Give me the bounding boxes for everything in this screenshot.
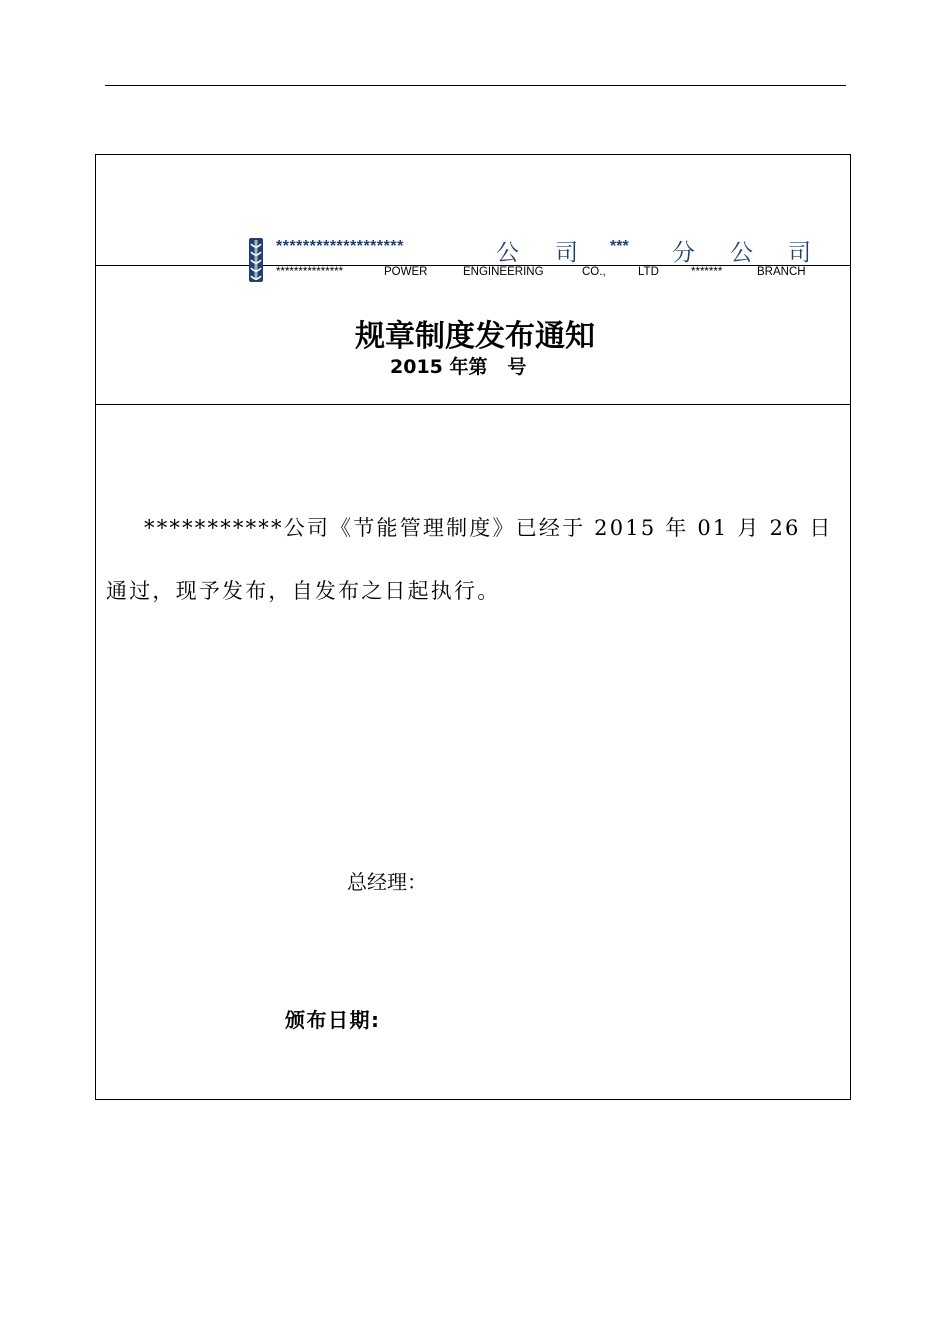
letterhead-en-part: POWER bbox=[384, 266, 428, 278]
issue-date-label: 颁布日期: bbox=[285, 1008, 381, 1032]
letterhead-cn-part: 公 bbox=[730, 240, 753, 266]
notice-frame bbox=[95, 154, 851, 1100]
document-number: 2015 年第 号 bbox=[390, 356, 527, 378]
letterhead-cn-part: *** bbox=[610, 238, 629, 255]
header-rule bbox=[105, 85, 846, 86]
letterhead-en-part: ENGINEERING bbox=[463, 266, 544, 278]
letterhead-en-line bbox=[276, 266, 816, 280]
letterhead-en-part: LTD bbox=[638, 266, 659, 278]
notice-body: ***********公司《节能管理制度》已经于 2015 年 01 月 26 日通过，现予发布，自发布之日起执行。 bbox=[106, 516, 833, 603]
letterhead-cn-part: 司 bbox=[555, 240, 578, 266]
company-logo-icon bbox=[247, 238, 265, 282]
letterhead-en-part: *************** bbox=[276, 266, 344, 278]
letterhead-en-part: ******* bbox=[691, 266, 723, 278]
letterhead-cn-part: 公 bbox=[496, 240, 519, 266]
letterhead-cn-line bbox=[276, 234, 816, 264]
letterhead-cn-part: 分 bbox=[672, 240, 695, 266]
section-divider bbox=[95, 404, 851, 405]
letterhead-cn-part: 司 bbox=[788, 240, 811, 266]
letterhead-en-part: BRANCH bbox=[757, 266, 806, 278]
letterhead-company-stars: ******************* bbox=[276, 238, 404, 255]
letterhead-en-part: CO., bbox=[582, 266, 606, 278]
document-title: 规章制度发布通知 bbox=[355, 319, 595, 354]
signature-label: 总经理： bbox=[347, 870, 427, 894]
